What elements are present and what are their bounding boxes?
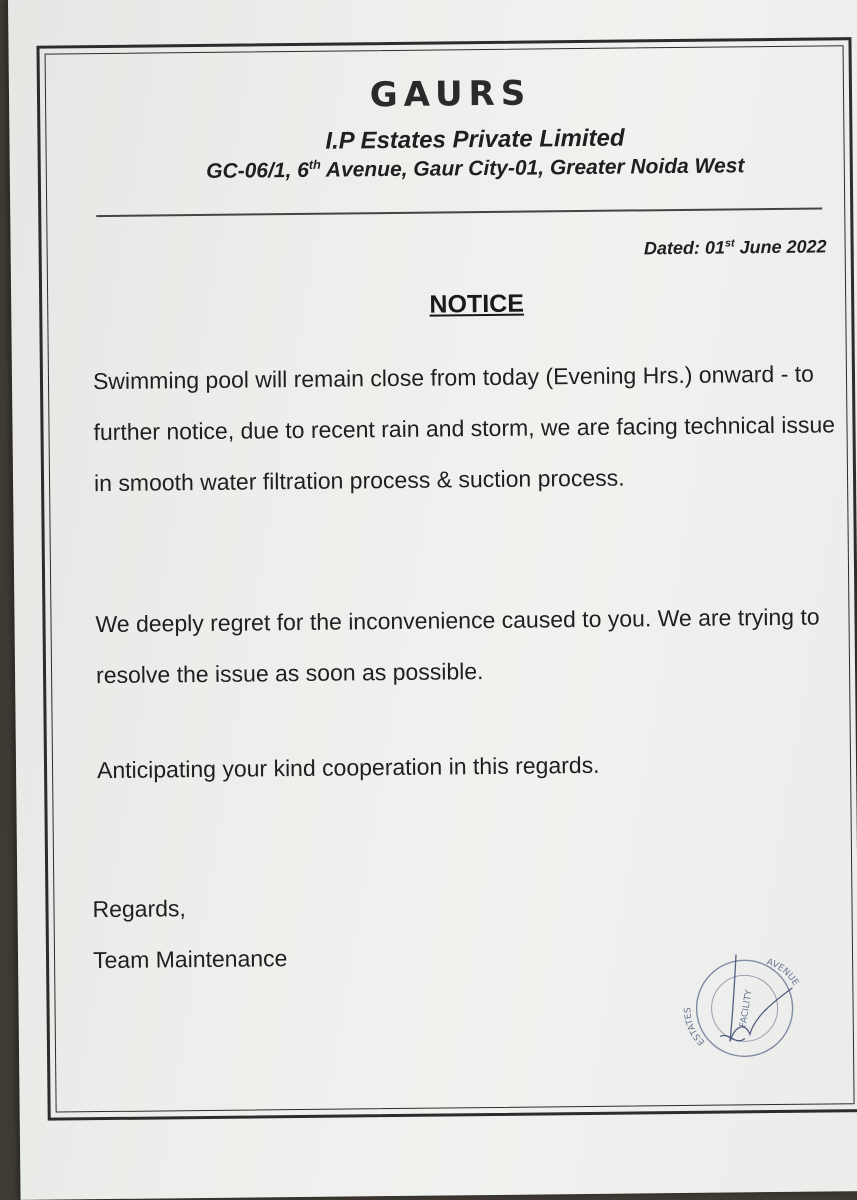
stamp-text-right: AVENUE bbox=[765, 957, 801, 988]
notice-date: Dated: 01st June 2022 bbox=[643, 236, 827, 259]
svg-text:ESTATES bbox=[683, 1007, 707, 1047]
notice-paragraph: We deeply regret for the inconvenience caused to you. We are trying to resolve the issue as soon as possible. bbox=[95, 603, 820, 689]
svg-text:AVENUE bbox=[765, 957, 800, 988]
stamp-text-center: FACILITY bbox=[738, 989, 755, 1029]
team-name: Team Maintenance bbox=[92, 945, 288, 974]
signoff bbox=[92, 882, 287, 986]
regards-text: Regards, bbox=[92, 895, 186, 923]
notice-paragraph: Anticipating your kind cooperation in this regards. bbox=[96, 751, 600, 784]
notice-title: NOTICE bbox=[429, 289, 525, 319]
facility-stamp-seal bbox=[674, 946, 815, 1067]
notice-paper bbox=[8, 0, 857, 1200]
document-border bbox=[36, 37, 857, 1120]
notice-paragraph: Swimming pool will remain close from today (Evening Hrs.) onward - to further notice, due to recent rain and storm, we are facing technical issue in smooth water filtration process & suction process. bbox=[92, 360, 836, 497]
company-address: GC-06/1, 6th Avenue, Gaur City-01, Greater Noida West bbox=[206, 154, 745, 183]
company-name: I.P Estates Private Limited bbox=[325, 124, 625, 155]
company-logo: GAURS bbox=[369, 73, 532, 116]
stamp-text-left: ESTATES bbox=[683, 1007, 708, 1047]
